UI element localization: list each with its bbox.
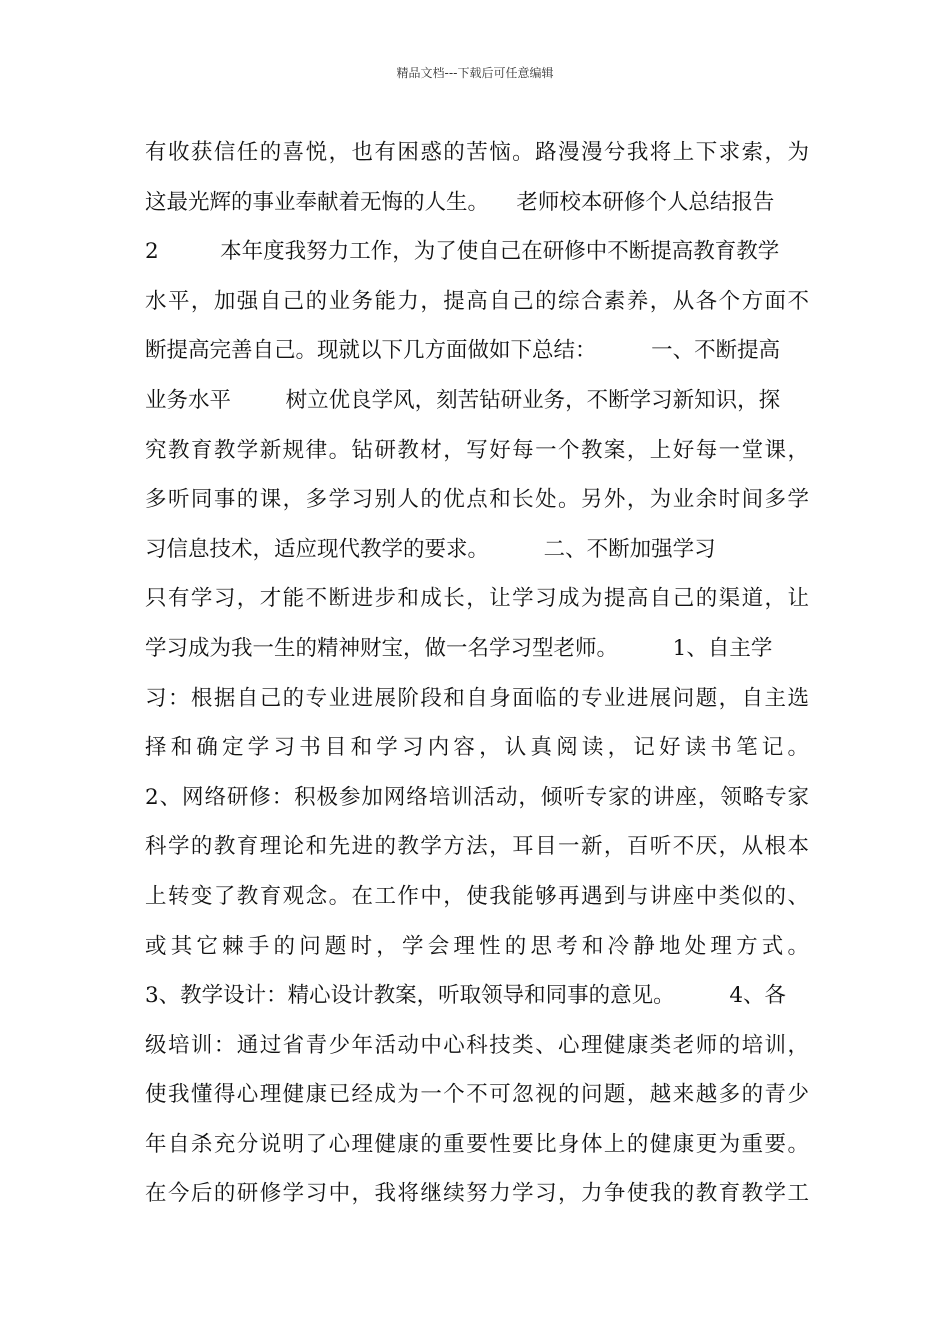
page-header: 精品文档---下载后可任意编辑 <box>396 66 554 80</box>
text-line: 业务水平 树立优良学风，刻苦钻研业务，不断学习新知识，探 <box>145 387 781 413</box>
text-line: 多听同事的课，多学习别人的优点和长处。另外，为业余时间多学 <box>145 487 809 513</box>
text-line: 上转变了教育观念。在工作中，使我能够再遇到与讲座中类似的、 <box>145 883 809 909</box>
text-line: 断提高完善自己。现就以下几方面做如下总结： 一、不断提高 <box>145 338 781 364</box>
document-body <box>145 128 809 1219</box>
text-line: 级培训：通过省青少年活动中心科技类、心理健康类老师的培训， <box>145 1032 809 1058</box>
text-line: 水平，加强自己的业务能力，提高自己的综合素养，从各个方面不 <box>145 288 809 314</box>
text-line: 3、教学设计：精心设计教案，听取领导和同事的意见。 4、各 <box>145 983 787 1009</box>
text-line: 使我懂得心理健康已经成为一个不可忽视的问题，越来越多的青少 <box>145 1082 809 1108</box>
text-line: 择和确定学习书目和学习内容，认真阅读，记好读书笔记。 <box>145 735 809 761</box>
text-line: 有收获信任的喜悦，也有困惑的苦恼。路漫漫兮我将上下求索，为 <box>145 140 809 165</box>
text-line: 年自杀充分说明了心理健康的重要性要比身体上的健康更为重要。 <box>145 1131 809 1157</box>
text-line: 习：根据自己的专业进展阶段和自身面临的专业进展问题，自主选 <box>145 685 809 711</box>
text-line: 究教育教学新规律。钻研教材，写好每一个教案，上好每一堂课， <box>145 437 809 463</box>
text-line: 科学的教育理论和先进的教学方法，耳目一新，百听不厌，从根本 <box>145 834 809 860</box>
text-line: 2 本年度我努力工作，为了使自己在研修中不断提高教育教学 <box>145 239 780 265</box>
text-line: 2、网络研修：积极参加网络培训活动，倾听专家的讲座，领略专家 <box>145 784 809 810</box>
text-line: 学习成为我一生的精神财宝，做一名学习型老师。 1、自主学 <box>145 635 773 661</box>
text-line: 只有学习，才能不断进步和成长，让学习成为提高自己的渠道，让 <box>145 586 809 612</box>
text-line: 或其它棘手的问题时，学会理性的思考和冷静地处理方式。 <box>145 933 809 959</box>
text-line: 这最光辉的事业奉献着无悔的人生。 老师校本研修个人总结报告 <box>145 189 775 215</box>
text-line: 习信息技术，适应现代教学的要求。 二、不断加强学习 <box>145 536 716 562</box>
text-line: 在今后的研修学习中，我将继续努力学习，力争使我的教育教学工 <box>145 1181 809 1207</box>
